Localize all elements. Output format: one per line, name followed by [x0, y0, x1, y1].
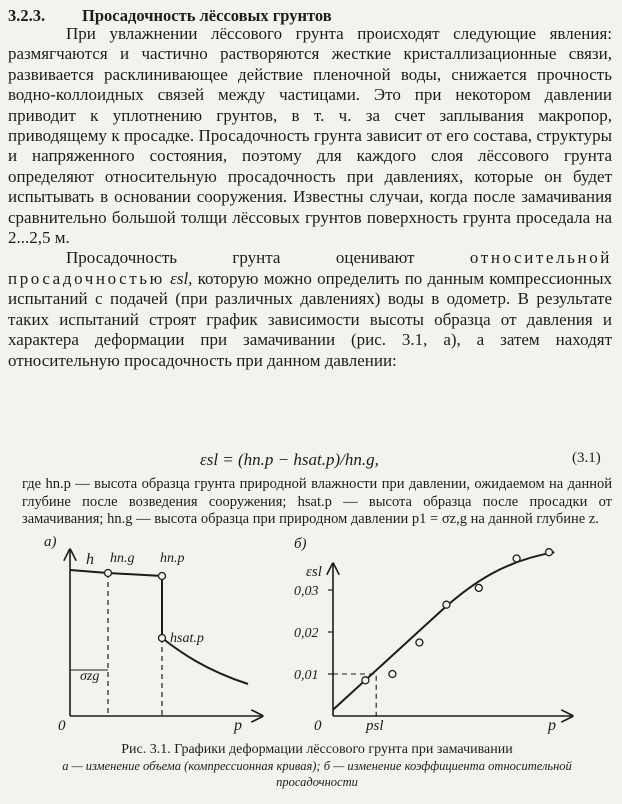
panel-b-ticks — [294, 584, 376, 716]
y-tick-label: 0,03 — [294, 584, 319, 599]
definitions-paragraph — [22, 476, 612, 529]
y-tick-label: 0,01 — [294, 668, 319, 683]
point-hn-g — [105, 570, 112, 577]
panel-b-psl-label: psl — [366, 718, 384, 734]
section-heading — [8, 6, 332, 26]
panel-a-origin-label: 0 — [58, 718, 66, 734]
y-tick-label: 0,02 — [294, 626, 319, 641]
panel-a — [44, 534, 262, 734]
data-point — [546, 549, 553, 556]
paragraph-2-term: относительной просадочностью — [8, 248, 612, 288]
label-hsat-p: hsat.p — [170, 631, 204, 646]
label-hn-g: hn.g — [110, 551, 135, 566]
paragraph-2-rest: которую можно определить по данным компрессионных испытаний с подачей (при различных давлениях) воды в одометр. В результате таких испытаний строят график зависимости высоты образца от давления и характера деформации при замачивании (рис. 3.1, а), а затем находят относительную просадочность при данном давлении: — [8, 268, 612, 370]
paragraph-1: При увлажнении лёссового грунта происходят следующие явления: размягчаются и частично растворяются жесткие кристаллизационные связи, развивается расклинивающее действие пленочной воды, снижается прочность водно-коллоидных связей между частицами. Это при некотором давлении приводит к уплотнению грунтов, в т. ч. за счет заплывания макропор, приводящему к просадке. Просадочность грунта зависит от его состава, структуры и напряженного состояния, поэтому для каждого слоя лёссового грунта определяют относительную просадочность при давлениях, которые он будет испытывать в основании сооружения. Известны случаи, когда после замачивания сравнительно большой толщи лёссовых грунтов поверхность грунта проседала на 2...2,5 м. — [8, 24, 612, 248]
paragraph-2-symbol: εsl, — [164, 268, 198, 288]
panel-a-x-axis-label: p — [234, 717, 242, 734]
panel-b-marks — [333, 549, 554, 710]
paragraph-2-lead: Просадочность грунта оценивают — [66, 248, 470, 268]
data-point — [362, 677, 369, 684]
panel-b — [294, 536, 572, 734]
panel-b-origin-label: 0 — [314, 718, 322, 734]
panel-b-label: б) — [294, 536, 307, 552]
caption-line-2: а — изменение объема (компрессионная кривая); б — изменение коэффициента относительной просадочности — [62, 759, 572, 790]
panel-a-y-axis-label: h — [86, 551, 94, 568]
formula-expression: εsl = (hn.p − hsat.p)/hn.g, — [200, 450, 379, 469]
panel-b-y-axis-label: εsl — [306, 564, 322, 580]
label-sigma-zg: σzg — [80, 669, 100, 684]
panel-b-x-axis-label: p — [548, 717, 556, 734]
data-point — [416, 639, 423, 646]
formula-3-1 — [0, 448, 622, 474]
point-hn-p — [159, 573, 166, 580]
data-point — [443, 601, 450, 608]
data-point — [475, 584, 482, 591]
data-point — [389, 671, 396, 678]
point-hsat-p — [159, 635, 166, 642]
data-point — [513, 555, 520, 562]
label-hn-p: hn.p — [160, 551, 185, 566]
formula-number: (3.1) — [572, 450, 601, 466]
caption-line-1: Рис. 3.1. Графики деформации лёссового грунта при замачивании — [121, 742, 513, 757]
trend-curve — [333, 552, 554, 710]
section-number: 3.2.3. — [8, 6, 46, 25]
paragraph-2 — [8, 248, 612, 370]
definitions-text: где hn.p — высота образца грунта природной влажности при давлении, ожидаемом на данной глубине после возведения сооружения; hsat.p — высота образца после просадки от замачивания; hn.g — высота образца при природном давлении p1 = σz,g на данной глубине z. — [22, 476, 612, 528]
figure-caption — [22, 742, 612, 791]
figure-3-1 — [0, 530, 622, 742]
psl-guide-line — [333, 674, 376, 716]
body-text — [8, 24, 612, 371]
section-title: Просадочность лёссовых грунтов — [82, 6, 332, 25]
panel-a-label: а) — [44, 534, 57, 550]
compression-curve — [70, 570, 248, 684]
